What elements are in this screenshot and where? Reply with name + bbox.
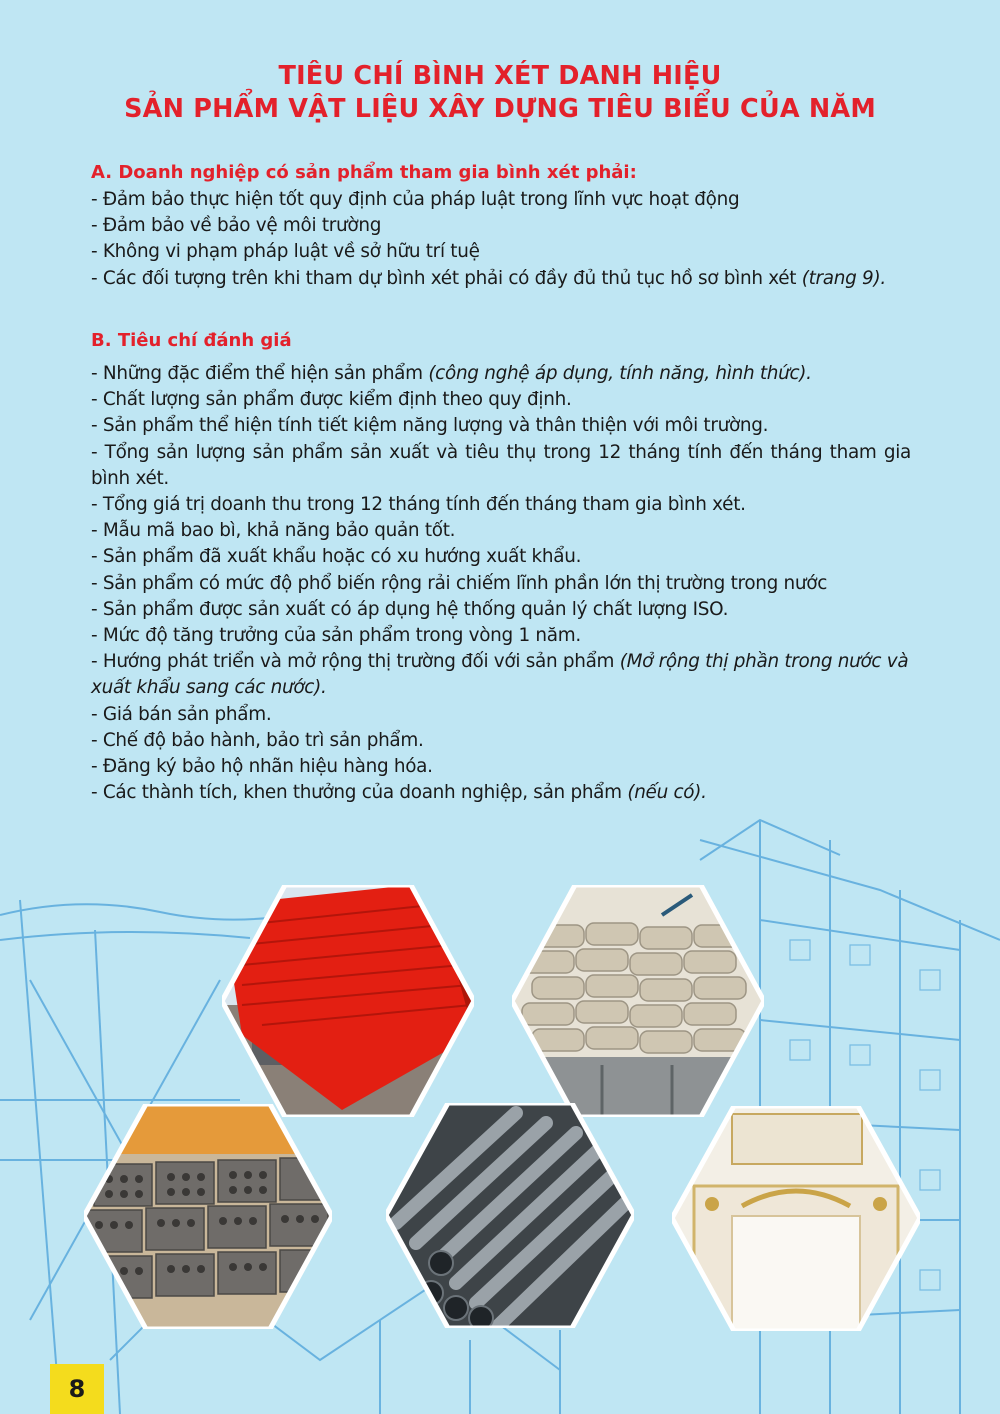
decorative-ceiling-hexagon-image	[672, 1106, 920, 1331]
list-item: - Sản phẩm đã xuất khẩu hoặc có xu hướng xuất khẩu.	[91, 546, 582, 568]
list-item: - Tổng sản lượng sản phẩm sản xuất và tiêu thụ trong 12 tháng tính đến tháng tham gia bình xét.	[91, 441, 911, 489]
list-item: - Sản phẩm được sản xuất có áp dụng hệ thống quản lý chất lượng ISO.	[91, 598, 729, 620]
list-item: - Không vi phạm pháp luật về sở hữu trí tuệ	[91, 241, 480, 263]
list-item: - Những đặc điểm thể hiện sản phẩm (công nghệ áp dụng, tính năng, hình thức).	[91, 363, 812, 384]
list-item-note: (công nghệ áp dụng, tính năng, hình thức).	[428, 363, 812, 384]
list-item: - Mức độ tăng trưởng của sản phẩm trong vòng 1 năm.	[91, 625, 581, 647]
roof-tiles-hexagon-image	[222, 885, 474, 1117]
section-a-list	[91, 187, 911, 292]
list-item: - Sản phẩm có mức độ phổ biến rộng rải chiếm lĩnh phần lớn thị trường trong nước	[91, 572, 828, 594]
list-item: - Sản phẩm thể hiện tính tiết kiệm năng lượng và thân thiện với môi trường.	[91, 415, 769, 437]
list-item-note: (nếu có).	[627, 782, 707, 804]
list-item: - Các đối tượng trên khi tham dự bình xét phải có đầy đủ thủ tục hồ sơ bình xét (trang 9).	[91, 267, 886, 289]
list-item: - Hướng phát triển và mở rộng thị trường đối với sản phẩm (Mở rộng thị phần trong nước và xuất khẩu sang các nước).	[91, 651, 909, 699]
list-item: - Giá bán sản phẩm.	[91, 703, 272, 725]
list-item: - Tổng giá trị doanh thu trong 12 tháng tính đến tháng tham gia bình xét.	[91, 494, 746, 516]
list-item: - Đảm bảo về bảo vệ môi trường	[91, 215, 382, 237]
page-title	[0, 60, 1000, 126]
list-item: - Chế độ bảo hành, bảo trì sản phẩm.	[91, 729, 424, 751]
steel-rebar-hexagon-image	[386, 1103, 634, 1328]
list-item: - Đăng ký bảo hộ nhãn hiệu hàng hóa.	[91, 756, 433, 778]
page-title-line-2: SẢN PHẨM VẬT LIỆU XÂY DỰNG TIÊU BIỂU CỦA NĂM	[124, 94, 876, 125]
page-title-line-1: TIÊU CHÍ BÌNH XÉT DANH HIỆU	[278, 61, 722, 91]
list-item: - Đảm bảo thực hiện tốt quy định của pháp luật trong lĩnh vực hoạt động	[91, 189, 740, 210]
section-b-list	[91, 361, 911, 806]
concrete-bricks-hexagon-image	[84, 1104, 332, 1329]
cement-bags-hexagon-image	[512, 885, 764, 1117]
page-number: 8	[50, 1364, 104, 1414]
list-item-note: (trang 9).	[801, 267, 886, 289]
list-item: - Chất lượng sản phẩm được kiểm định theo quy định.	[91, 389, 572, 411]
list-item: - Các thành tích, khen thưởng của doanh nghiệp, sản phẩm (nếu có).	[91, 782, 707, 804]
section-b-heading: B. Tiêu chí đánh giá	[91, 330, 292, 351]
list-item-note: (Mở rộng thị phần trong nước và xuất khẩu sang các nước).	[91, 651, 909, 699]
list-item: - Mẫu mã bao bì, khả năng bảo quản tốt.	[91, 520, 456, 542]
section-a-heading: A. Doanh nghiệp có sản phẩm tham gia bình xét phải:	[91, 162, 637, 183]
